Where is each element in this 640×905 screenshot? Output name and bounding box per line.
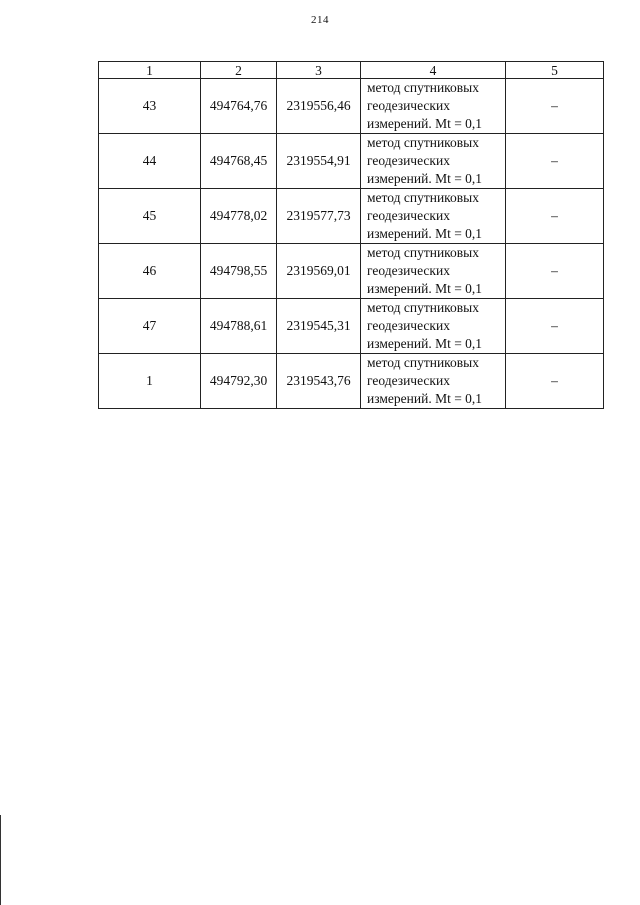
y-coordinate-cell: 2319554,91	[277, 134, 361, 189]
method-cell	[361, 299, 506, 354]
method-line: метод спутниковых	[367, 355, 479, 370]
y-coordinate-cell: 2319556,46	[277, 79, 361, 134]
method-line: метод спутниковых	[367, 300, 479, 315]
point-number-cell: 45	[99, 189, 201, 244]
table-header-row	[99, 62, 604, 79]
column-header-1: 1	[99, 62, 201, 79]
column-header-4: 4	[361, 62, 506, 79]
method-cell	[361, 134, 506, 189]
method-line: измерений. Mt = 0,1	[367, 281, 483, 296]
point-number-cell: 47	[99, 299, 201, 354]
method-line: измерений. Mt = 0,1	[367, 116, 483, 131]
note-cell: –	[506, 244, 604, 299]
table-row	[99, 244, 604, 299]
method-line: метод спутниковых	[367, 80, 479, 95]
method-cell	[361, 354, 506, 409]
method-line: метод спутниковых	[367, 135, 479, 150]
method-line: геодезических	[367, 153, 450, 168]
note-cell: –	[506, 354, 604, 409]
method-cell	[361, 79, 506, 134]
note-cell: –	[506, 189, 604, 244]
table-row	[99, 354, 604, 409]
column-header-3: 3	[277, 62, 361, 79]
x-coordinate-cell: 494768,45	[201, 134, 277, 189]
x-coordinate-cell: 494778,02	[201, 189, 277, 244]
method-line: измерений. Mt = 0,1	[367, 391, 483, 406]
column-header-2: 2	[201, 62, 277, 79]
x-coordinate-cell: 494798,55	[201, 244, 277, 299]
method-line: геодезических	[367, 98, 450, 113]
scan-edge-line	[0, 815, 1, 905]
method-line: геодезических	[367, 263, 450, 278]
method-line: геодезических	[367, 318, 450, 333]
point-number-cell: 1	[99, 354, 201, 409]
note-cell: –	[506, 79, 604, 134]
coordinates-table	[98, 61, 604, 409]
y-coordinate-cell: 2319545,31	[277, 299, 361, 354]
table-row	[99, 189, 604, 244]
point-number-cell: 46	[99, 244, 201, 299]
point-number-cell: 43	[99, 79, 201, 134]
method-line: измерений. Mt = 0,1	[367, 336, 483, 351]
x-coordinate-cell: 494788,61	[201, 299, 277, 354]
method-cell	[361, 244, 506, 299]
method-line: измерений. Mt = 0,1	[367, 226, 483, 241]
page-number: 214	[311, 14, 329, 26]
table-row	[99, 79, 604, 134]
method-line: метод спутниковых	[367, 190, 479, 205]
method-line: измерений. Mt = 0,1	[367, 171, 483, 186]
method-line: геодезических	[367, 373, 450, 388]
method-line: геодезических	[367, 208, 450, 223]
method-line: метод спутниковых	[367, 245, 479, 260]
note-cell: –	[506, 134, 604, 189]
y-coordinate-cell: 2319569,01	[277, 244, 361, 299]
column-header-5: 5	[506, 62, 604, 79]
note-cell: –	[506, 299, 604, 354]
x-coordinate-cell: 494792,30	[201, 354, 277, 409]
table-row	[99, 299, 604, 354]
point-number-cell: 44	[99, 134, 201, 189]
x-coordinate-cell: 494764,76	[201, 79, 277, 134]
y-coordinate-cell: 2319543,76	[277, 354, 361, 409]
table-row	[99, 134, 604, 189]
method-cell	[361, 189, 506, 244]
y-coordinate-cell: 2319577,73	[277, 189, 361, 244]
